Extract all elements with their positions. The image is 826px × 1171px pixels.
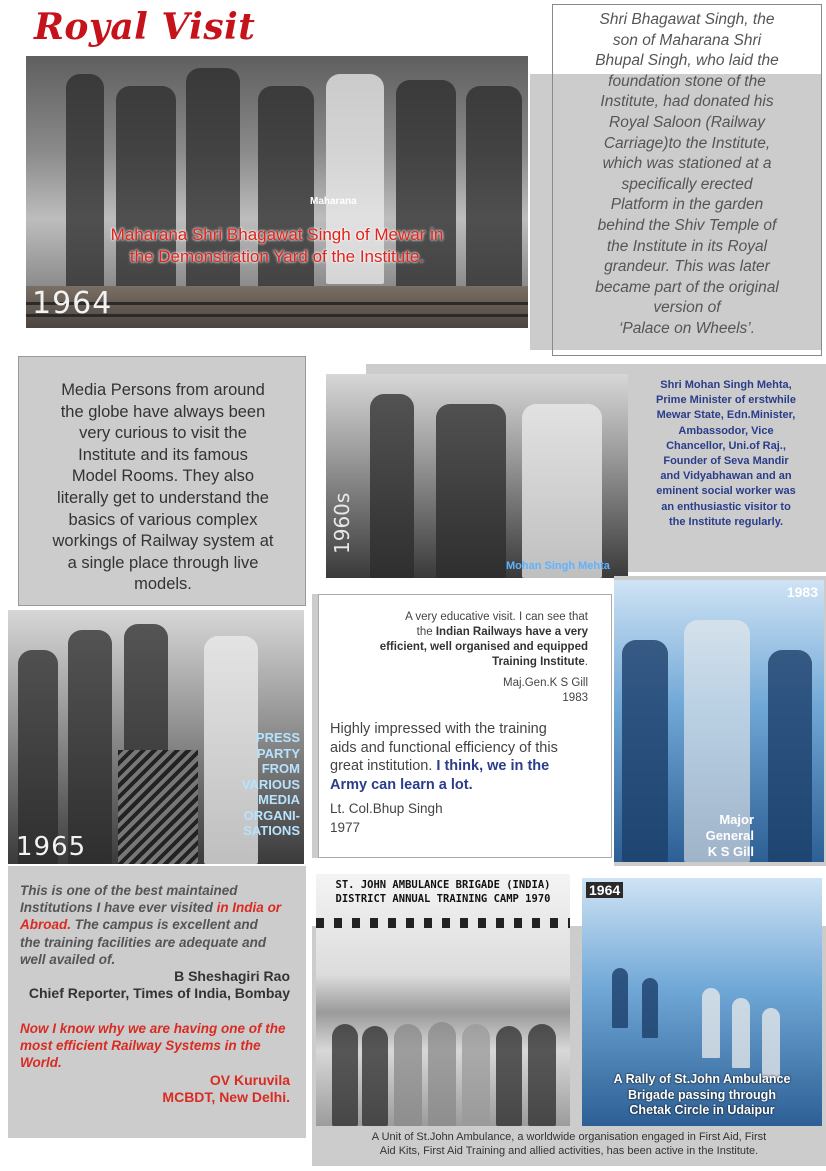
mehta-caption-line: eminent social worker was	[656, 485, 796, 498]
story-line: version of	[653, 299, 721, 317]
media-line: the globe have always been	[60, 402, 266, 421]
rally-caption-line: Chetak Circle in Udaipur	[629, 1103, 775, 1117]
story-line: the Institute in its Royal	[606, 237, 768, 255]
story-line: grandeur. This was later	[604, 258, 770, 276]
mehta-caption	[630, 378, 822, 530]
media-line: Institute and its famous	[78, 445, 248, 464]
bhup-quote-line: Army can learn a lot.	[330, 776, 473, 793]
ambulance-caption-line: Aid Kits, First Aid Training and allied activities, has been active in the Institute.	[379, 1145, 759, 1157]
press-caption-line: PARTY	[256, 745, 300, 761]
mehta-caption-line: Chancellor, Uni.of Raj.,	[666, 439, 786, 452]
ambulance-caption-line: A Unit of St.John Ambulance, a worldwide organisation engaged in First Aid, First	[371, 1131, 767, 1143]
mehta-caption-line: Prime Minister of erstwhile	[656, 394, 796, 407]
press-caption-line: ORGANI-	[243, 807, 300, 823]
press-caption-line: SATIONS	[243, 823, 300, 838]
media-line: basics of various complex	[68, 510, 258, 529]
gill-year: 1983	[562, 692, 588, 704]
mehta-caption-line: Mewar State, Edn.Minister,	[656, 409, 796, 422]
rao-line: well availed of.	[20, 951, 116, 967]
rally-photo	[582, 878, 822, 1126]
kuruvila-line: Now I know why we are having one of the	[20, 1021, 286, 1036]
story-line: Carriage)to the Institute,	[603, 134, 771, 152]
kuruvila-line: most efficient Railway Systems in the	[20, 1038, 261, 1054]
gill-quote-line: the Indian Railways have a very	[416, 626, 588, 638]
media-text	[28, 380, 298, 596]
media-line: very curious to visit the	[79, 424, 247, 443]
story-line: ‘Palace on Wheels’.	[618, 319, 756, 337]
royal-story-text	[556, 10, 818, 340]
kuruvila-name: OV Kuruvila	[209, 1071, 290, 1088]
royal-visit-photo	[26, 56, 528, 328]
mehta-caption-line: Ambassodor, Vice	[678, 424, 774, 437]
press-caption-line: VARIOUS	[241, 776, 300, 792]
media-line: models.	[134, 575, 192, 594]
mehta-year: 1960s	[330, 492, 354, 554]
rao-title: Chief Reporter, Times of India, Bombay	[28, 985, 290, 1002]
press-year: 1965	[16, 832, 87, 862]
gill-photo-caption	[644, 812, 754, 860]
photo-label-maharana: Maharana	[310, 196, 357, 207]
gill-quote	[324, 610, 588, 706]
gill-photo-year: 1983	[786, 584, 818, 600]
bhup-quote-line: aids and functional efficiency of this	[330, 739, 558, 756]
bhup-year: 1977	[330, 819, 361, 835]
rally-caption-line: A Rally of St.John Ambulance	[613, 1072, 791, 1086]
story-line: Shri Bhagawat Singh, the	[599, 11, 775, 28]
media-line: workings of Railway system at	[52, 532, 274, 551]
camp-banner-line: ST. JOHN AMBULANCE BRIGADE (INDIA)	[335, 879, 551, 891]
press-photo	[8, 610, 304, 864]
media-line: Media Persons from around	[61, 381, 265, 399]
story-line: son of Maharana Shri	[612, 31, 762, 49]
press-caption-line: MEDIA	[258, 792, 300, 807]
royal-visit-year: 1964	[32, 286, 113, 321]
rao-quote	[20, 882, 290, 1002]
mehta-photo	[326, 374, 628, 578]
story-line: specifically erected	[621, 175, 753, 193]
camp-banner	[320, 878, 566, 906]
page-title: Royal Visit	[34, 6, 256, 48]
story-line: foundation stone of the	[608, 72, 766, 90]
mehta-caption-line: Founder of Seva Mandir	[663, 455, 789, 468]
royal-caption-line-1: Maharana Shri Bhagawat Singh of Mewar in	[110, 225, 444, 244]
mehta-caption-line: an enthusiastic visitor to	[661, 500, 791, 513]
ambulance-camp-photo	[316, 874, 570, 1126]
rally-year: 1964	[586, 882, 623, 898]
gill-photo	[614, 580, 824, 862]
mehta-caption-line: the Institute regularly.	[668, 515, 784, 528]
mehta-caption-line: and Vidyabhawan and an	[660, 470, 792, 483]
camp-banner-line: DISTRICT ANNUAL TRAINING CAMP 1970	[335, 893, 551, 905]
royal-caption-line-2: the Demonstration Yard of the Institute.	[129, 247, 425, 266]
press-caption-line: PRESS	[255, 730, 300, 745]
mehta-caption-line: Shri Mohan Singh Mehta,	[660, 379, 792, 391]
media-line: a single place through live	[67, 553, 259, 572]
rao-line: This is one of the best maintained	[20, 883, 238, 898]
ambulance-caption	[316, 1130, 822, 1158]
gill-caption-line: Major	[719, 812, 754, 827]
rao-line: Abroad. The campus is excellent and	[20, 917, 258, 933]
story-line: Platform in the garden	[610, 196, 764, 214]
rally-caption	[582, 1072, 822, 1119]
rao-name: B Sheshagiri Rao	[174, 968, 290, 985]
mehta-photo-label: Mohan Singh Mehta	[506, 560, 610, 572]
story-line: which was stationed at a	[602, 155, 772, 173]
press-caption-line: FROM	[261, 761, 300, 776]
media-line: Model Rooms. They also	[71, 467, 255, 486]
story-line: became part of the original	[595, 278, 779, 296]
story-line: behind the Shiv Temple of	[597, 216, 777, 234]
kuruvila-line: World.	[20, 1055, 62, 1071]
royal-visit-caption	[26, 224, 528, 268]
gill-quote-line: A very educative visit. I can see that	[405, 611, 588, 623]
story-line: Institute, had donated his	[600, 93, 774, 111]
bhup-name: Lt. Col.Bhup Singh	[330, 801, 443, 816]
gill-quote-line: efficient, well organised and equipped	[379, 641, 588, 653]
rao-line: Institutions I have ever visited in India or	[20, 900, 282, 916]
media-line: literally get to understand the	[57, 488, 269, 507]
press-caption	[242, 730, 300, 839]
gill-name: Maj.Gen.K S Gill	[503, 677, 588, 689]
bhup-quote-line: Highly impressed with the training	[330, 721, 547, 737]
bhup-quote	[330, 720, 600, 837]
gill-caption-line: K S Gill	[707, 844, 754, 859]
story-line: Bhupal Singh, who laid the	[595, 52, 779, 70]
rally-caption-line: Brigade passing through	[628, 1087, 776, 1102]
gill-quote-line: Training Institute.	[492, 656, 588, 668]
bhup-quote-line: great institution. I think, we in the	[330, 758, 550, 774]
story-line: Royal Saloon (Railway	[609, 113, 765, 131]
kuruvila-title: MCBDT, New Delhi.	[162, 1088, 290, 1105]
kuruvila-quote	[20, 1020, 290, 1106]
rao-line: the training facilities are adequate and	[20, 934, 267, 950]
gill-caption-line: General	[705, 828, 754, 843]
